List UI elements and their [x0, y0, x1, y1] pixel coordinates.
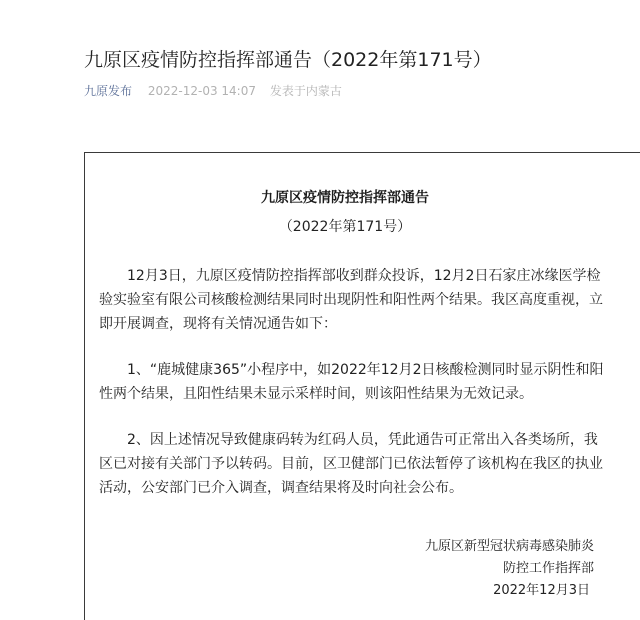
notice-title: 九原区疫情防控指挥部通告	[261, 190, 429, 206]
article-meta	[84, 82, 342, 100]
notice-image	[84, 152, 640, 620]
signature-org-line2: 防控工作指挥部	[502, 561, 594, 576]
article-title: 九原区疫情防控指挥部通告（2022年第171号）	[84, 49, 492, 71]
publish-datetime: 2022-12-03 14:07	[147, 84, 256, 98]
notice-paragraph-intro: 12月3日，九原区疫情防控指挥部收到群众投诉，12月2日石家庄冰缘医学检验实验室有限公司核酸检测结果同时出现阴性和阳性两个结果。我区高度重视，立即开展调查，现将有关情况通告如下：	[99, 268, 603, 332]
notice-paragraph-item-2: 2、因上述情况导致健康码转为红码人员，凭此通告可正常出入各类场所，我区已对接有关部门予以转码。目前，区卫健部门已依法暂停了该机构在我区的执业活动，公安部门已介入调查，调查结果将及时向社会公布。	[99, 432, 603, 496]
notice-paragraph-item-1: 1、“鹿城健康365”小程序中，如2022年12月2日核酸检测同时显示阴性和阳性两个结果，且阳性结果未显示采样时间，则该阳性结果为无效记录。	[99, 362, 604, 402]
account-name-link[interactable]: 九原发布	[84, 84, 133, 98]
publish-location: 发表于内蒙古	[269, 84, 342, 98]
signature-date: 2022年12月3日	[493, 583, 590, 598]
notice-number: （2022年第171号）	[278, 219, 412, 235]
signature-org-line1: 九原区新型冠状病毒感染肺炎	[424, 539, 594, 554]
